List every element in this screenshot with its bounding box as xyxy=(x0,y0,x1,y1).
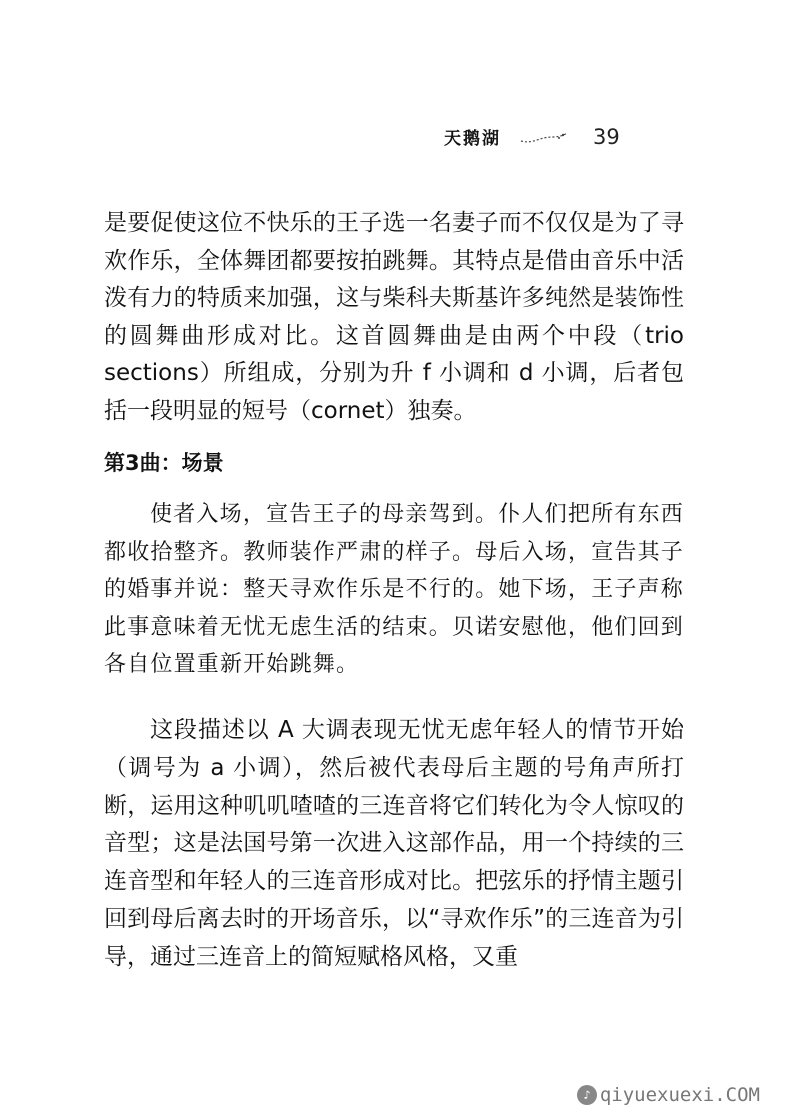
watermark xyxy=(577,1084,760,1106)
header-title: 天鹅湖 xyxy=(444,129,501,149)
running-header xyxy=(444,124,620,149)
scene-paragraph: 使者入场，宣告王子的母亲驾到。仆人们把所有东西都收拾整齐。教师装作严肃的样子。母后入场，宣告其子的婚事并说：整天寻欢作乐是不行的。她下场，王子声称此事意味着无忧无虑生活的结束。贝诺安慰他，他们回到各自位置重新开始跳舞。 xyxy=(104,502,685,677)
page-number: 39 xyxy=(593,124,620,149)
watermark-text: qiyuexuexi.COM xyxy=(599,1084,760,1106)
decorative-flourish-icon xyxy=(519,131,571,145)
intro-paragraph: 是要促使这位不快乐的王子选一名妻子而不仅仅是为了寻欢作乐，全体舞团都要按拍跳舞。其特点是借由音乐中活泼有力的特质来加强，这与柴科夫斯基许多纯然是装饰性的圆舞曲形成对比。这首圆舞曲是由两个中段（trio sections）所组成，分别为升 f 小调和 d 小调，后者包括一段明显的短号（cornet）独奏。 xyxy=(104,210,684,424)
section-heading: 第3曲：场景 xyxy=(104,451,224,475)
music-note-icon: ♪ xyxy=(577,1085,597,1105)
music-analysis-paragraph: 这段描述以 A 大调表现无忧无虑年轻人的情节开始（调号为 a 小调），然后被代表母后主题的号角声所打断，运用这种叽叽喳喳的三连音将它们转化为令人惊叹的音型；这是法国号第一次进入这部作品，用一个持续的三连音型和年轻人的三连音形成对比。把弦乐的抒情主题引回到母后离去时的开场音乐，以“寻欢作乐”的三连音为引导，通过三连音上的简短赋格风格，又重 xyxy=(104,717,684,970)
